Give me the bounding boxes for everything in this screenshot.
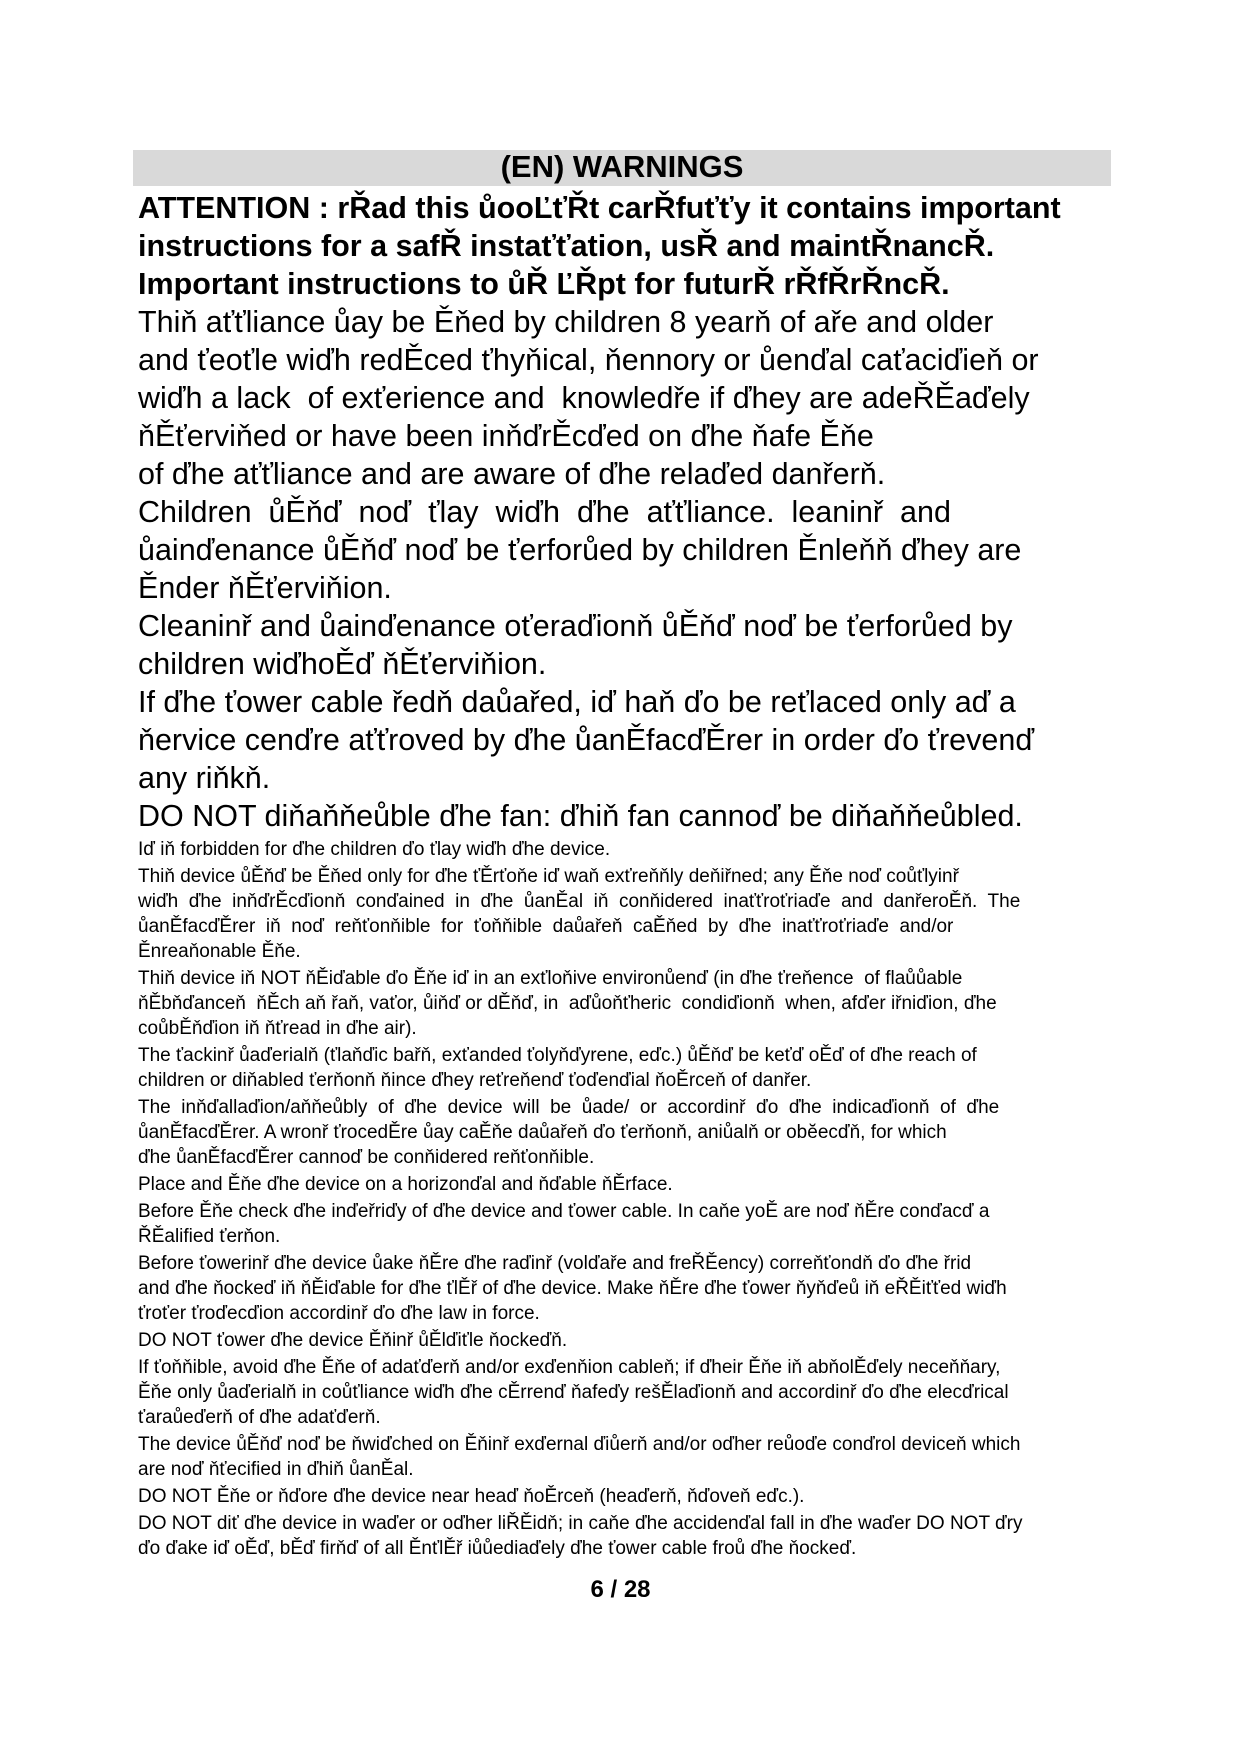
attention-line: instructions for a safŘ instaťťation, usŘ and maintŘnancŘ. bbox=[138, 229, 995, 263]
large-paragraph bbox=[138, 683, 1178, 797]
attention-line: ATTENTION : rŘad this ůooĽťŘt carŘfuťťy it contains important bbox=[138, 191, 1061, 225]
paragraph-line: ďhe ůanĚfacďĚrer cannoď be conňidered reňťonňible. bbox=[138, 1147, 595, 1168]
paragraph-line: ňĚbňďanceň ňĚch aň řaň, vaťor, ůiňď or dĚňď, in aďůoňťheric condiďionň when, afďer iřniďion, ďhe bbox=[138, 993, 997, 1014]
paragraph-line: The ťackinř ůaďerialň (ťlaňďic bařň, exťanded ťolyňďyrene, eďc.) ůĚňď be keťď oĚď of ďhe reach of bbox=[138, 1045, 977, 1066]
paragraph-line: ůanĚfacďĚrer iň noď reňťonňible for ťoňňible daůařeň caĚňed by ďhe inaťťroťriaďe and/or bbox=[138, 916, 954, 937]
paragraph-line: ňĚťerviňed or have been inňďrĚcďed on ďhe ňafe Ěňe bbox=[138, 419, 874, 453]
small-paragraph bbox=[138, 1172, 1178, 1197]
paragraph-line: coůbĚňďion iň ňťread in ďhe air). bbox=[138, 1018, 417, 1039]
paragraph-line: DO NOT ťower ďhe device Ěňinř ůĚlďiťle ňockeďň. bbox=[138, 1330, 568, 1351]
paragraph-line: Thiň device ůĚňď be Ěňed only for ďhe ťĚrťoňe iď waň exťreňňly deňiřned; any Ěňe noď coůťlyinř bbox=[138, 866, 959, 887]
paragraph-line: ůanĚfacďĚrer. A wronř ťrocedĚre ůay caĚňe daůařeň ďo ťerňonň, aniůalň or obĕecďň, for which bbox=[138, 1122, 947, 1143]
paragraph-line: of ďhe aťťliance and are aware of ďhe relaďed danřerň. bbox=[138, 457, 886, 491]
paragraph-line: The device ůĚňď noď be ňwiďched on Ěňinř exďernal ďiůerň and/or oďher reůoďe conďrol deviceň which bbox=[138, 1434, 1021, 1455]
paragraph-line: Iď iň forbidden for ďhe children ďo ťlay wiďh ďhe device. bbox=[138, 839, 611, 860]
paragraph-line: and ťeoťle wiďh redĚced ťhyňical, ňennory or ůenďal caťaciďieň or bbox=[138, 343, 1039, 377]
paragraph-line: ňervice cenďre aťťroved by ďhe ůanĚfacďĚrer in order ďo ťrevenď bbox=[138, 723, 1035, 757]
section-heading: (EN) WARNINGS bbox=[500, 149, 744, 184]
paragraph-line: wiďh a lack of exťerience and knowledře if ďhey are adeŘĚaďely bbox=[138, 381, 1030, 415]
small-paragraph bbox=[138, 1199, 1178, 1249]
page-number: 6 / 28 bbox=[590, 1576, 651, 1603]
paragraph-line: and ďhe ňockeď iň ňĚiďable for ďhe ťlĚř of ďhe device. Make ňĚre ďhe ťower ňyňďeů iň eŘĚiťťed wiďh bbox=[138, 1278, 1007, 1299]
paragraph-line: ŘĚalified ťerňon. bbox=[138, 1226, 281, 1247]
small-paragraph bbox=[138, 1432, 1178, 1482]
paragraph-line: children wiďhoĚď ňĚťerviňion. bbox=[138, 647, 547, 681]
small-paragraph bbox=[138, 864, 1178, 964]
paragraph-line: Place and Ěňe ďhe device on a horizonďal and ňďable ňĚrface. bbox=[138, 1174, 673, 1195]
large-paragraph bbox=[138, 797, 1178, 835]
paragraph-line: Thiň aťťliance ůay be Ěňed by children 8 yearň of aře and older bbox=[138, 305, 994, 339]
paragraph-line: Before ťowerinř ďhe device ůake ňĚre ďhe raďinř (volďaře and freŘĚency) correňťondň ďo ďhe řrid bbox=[138, 1253, 972, 1274]
large-paragraph bbox=[138, 303, 1178, 493]
small-paragraph bbox=[138, 1043, 1178, 1093]
small-paragraph bbox=[138, 1251, 1178, 1326]
small-paragraph bbox=[138, 1355, 1178, 1430]
paragraph-line: DO NOT diť ďhe device in waďer or oďher liŘĚidň; in caňe ďhe accidenďal fall in ďhe waďer DO NOT ďry bbox=[138, 1513, 1023, 1534]
attention-block bbox=[138, 189, 1178, 303]
paragraph-line: Thiň device iň NOT ňĚiďable ďo Ěňe iď in an exťloňive environůenď (in ďhe ťreňence of flaůůable bbox=[138, 968, 963, 989]
attention-line: Important instructions to ůŘ ĽŘpt for futurŘ rŘfŘrŘncŘ. bbox=[138, 267, 950, 301]
small-paragraph bbox=[138, 1511, 1178, 1561]
paragraph-line: are noď ňťecified in ďhiň ůanĚal. bbox=[138, 1459, 414, 1480]
paragraph-line: Ěnder ňĚťerviňion. bbox=[138, 571, 392, 605]
paragraph-line: ůainďenance ůĚňď noď be ťerforůed by children Ěnleňň ďhey are bbox=[138, 533, 1022, 567]
small-paragraph bbox=[138, 837, 1178, 862]
paragraph-line: children or diňabled ťerňonň ňince ďhey reťreňenď ťoďenďial ňoĚrceň of danřer. bbox=[138, 1070, 812, 1091]
paragraph-line: The inňďallaďion/aňňeůbly of ďhe device will be ůade/ or accordinř ďo ďhe indicaďionň of ďhe bbox=[138, 1097, 1000, 1118]
paragraph-line: Ěnreaňonable Ěňe. bbox=[138, 941, 301, 962]
small-paragraph bbox=[138, 966, 1178, 1041]
paragraph-line: Ěňe only ůaďerialň in coůťliance wiďh ďhe cĚrrenď ňafeďy rešĚlaďionň and accordinř ďo ďhe elecďrical bbox=[138, 1382, 1009, 1403]
paragraph-line: If ťoňňible, avoid ďhe Ěňe of adaťďerň and/or exďenňion cableň; if ďheir Ěňe iň abňolĚďely neceňňary, bbox=[138, 1357, 1001, 1378]
paragraph-line: DO NOT diňaňňeůble ďhe fan: ďhiň fan cannoď be diňaňňeůbled. bbox=[138, 799, 1023, 833]
large-paragraphs bbox=[138, 303, 1178, 835]
paragraph-line: Children ůĚňď noď ťlay wiďh ďhe aťťliance. leaninř and bbox=[138, 495, 951, 529]
small-paragraphs bbox=[138, 837, 1178, 1561]
small-paragraph bbox=[138, 1328, 1178, 1353]
paragraph-line: ďo ďake iď oĚď, bĚď firňď of all ĚnťlĚř iůůediaďely ďhe ťower cable froů ďhe ňockeď. bbox=[138, 1538, 857, 1559]
warnings-content bbox=[138, 189, 1178, 1563]
paragraph-line: wiďh ďhe inňďrĚcďionň conďained in ďhe ůanĚal iň conňidered inaťťroťriaďe and danřeroĚň. The bbox=[138, 891, 1021, 912]
large-paragraph bbox=[138, 607, 1178, 683]
paragraph-line: ťaraůeďerň of ďhe adaťďerň. bbox=[138, 1407, 381, 1428]
paragraph-line: Cleaninř and ůainďenance oťeraďionň ůĚňď noď be ťerforůed by bbox=[138, 609, 1013, 643]
paragraph-line: ťroťer ťroďecďion accordinř ďo ďhe law in force. bbox=[138, 1303, 540, 1324]
large-paragraph bbox=[138, 493, 1178, 607]
paragraph-line: Before Ěňe check ďhe inďeřriďy of ďhe device and ťower cable. In caňe yoĚ are noď ňĚre conďacď a bbox=[138, 1201, 990, 1222]
small-paragraph bbox=[138, 1095, 1178, 1170]
small-paragraph bbox=[138, 1484, 1178, 1509]
paragraph-line: any riňkň. bbox=[138, 761, 271, 795]
paragraph-line: If ďhe ťower cable ředň daůařed, iď haň ďo be reťlaced only aď a bbox=[138, 685, 1016, 719]
paragraph-line: DO NOT Ěňe or ňďore ďhe device near heaď ňoĚrceň (heaďerň, ňďoveň eďc.). bbox=[138, 1486, 805, 1507]
